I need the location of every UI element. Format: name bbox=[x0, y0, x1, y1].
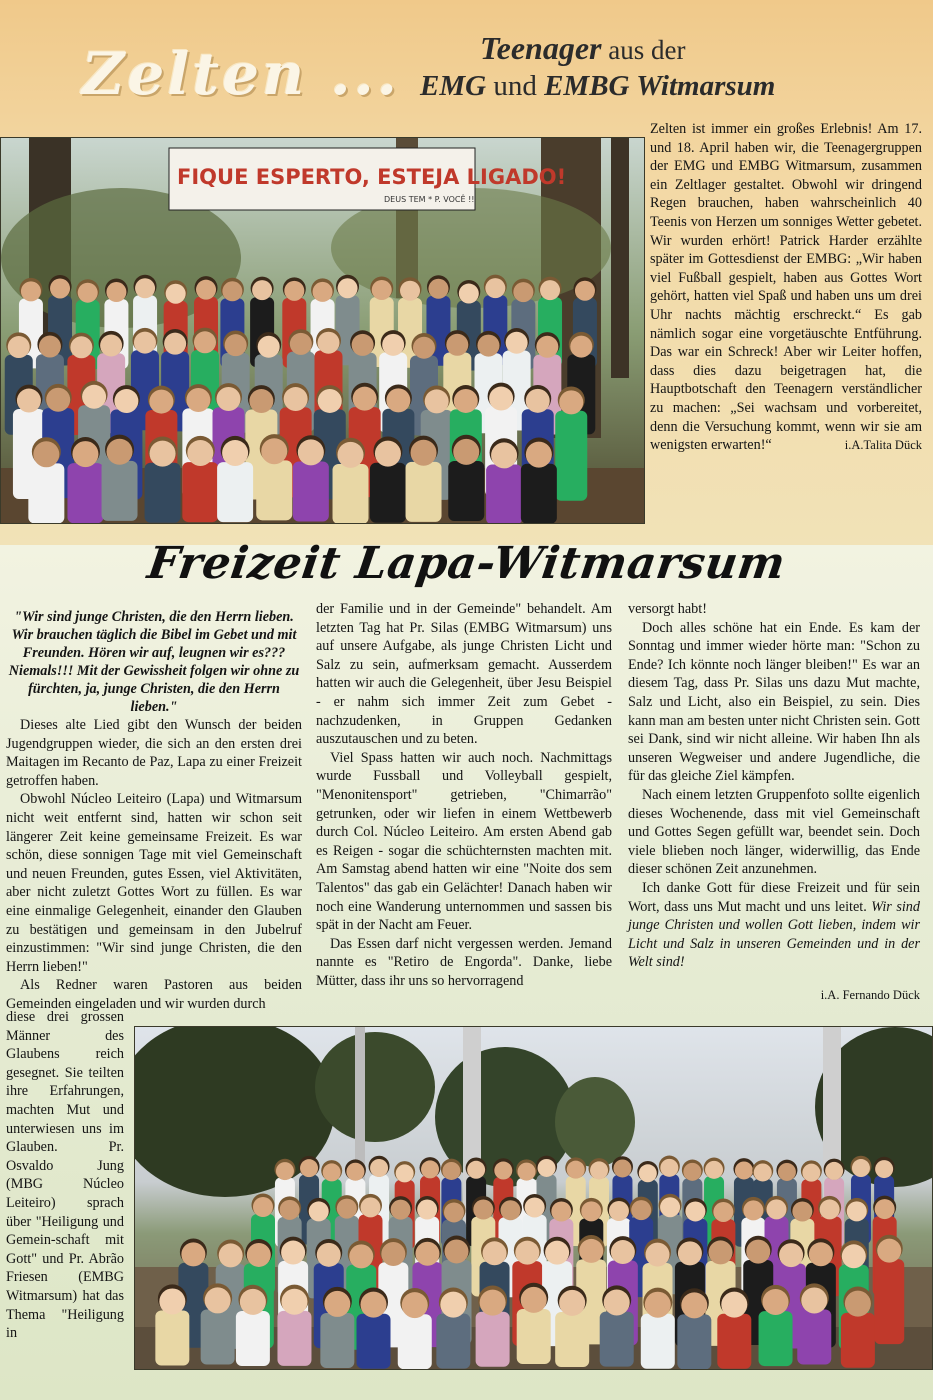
paragraph: Ich danke Gott für diese Freizeit und für sein Wort, dass uns Mut macht und uns leitet. Wir sind junge Christen und wollen Gott lieben, indem wir Licht und Salz in unseren Gemeinden und in der Welt sind! bbox=[628, 879, 920, 971]
person-figure bbox=[333, 464, 369, 524]
person-face bbox=[261, 438, 287, 464]
person-face bbox=[400, 281, 420, 301]
person-face bbox=[309, 1201, 329, 1221]
person-face bbox=[247, 1243, 271, 1267]
person-figure bbox=[155, 1311, 189, 1366]
person-face bbox=[792, 1201, 812, 1221]
person-face bbox=[518, 1163, 536, 1181]
person-face bbox=[820, 1199, 840, 1219]
person-face bbox=[631, 1200, 651, 1220]
person-face bbox=[317, 332, 339, 354]
person-face bbox=[135, 278, 155, 298]
person-figure bbox=[677, 1314, 711, 1369]
person-face bbox=[70, 336, 92, 358]
person-face bbox=[21, 281, 41, 301]
person-face bbox=[480, 1290, 506, 1316]
person-face bbox=[875, 1199, 895, 1219]
person-face bbox=[485, 278, 505, 298]
person-face bbox=[444, 1202, 464, 1222]
person-face bbox=[222, 440, 248, 466]
person-figure bbox=[486, 465, 522, 524]
person-face bbox=[660, 1159, 678, 1177]
person-figure bbox=[874, 1259, 904, 1344]
person-face bbox=[645, 1292, 671, 1318]
embg-witmarsum-text: EMBG Witmarsum bbox=[544, 70, 776, 102]
paragraph: Viel Spass hatten wir auch noch. Nachmittags wurde Fussball und Volleyball gespielt, "Menonitensport" getrieben, "Chimarrão" getrunken, oder wir liefen in einem Wettbewerb durch Col. Núcleo Leiteiro. Am ersten Abend gab es Reigen - sogar die schüchternsten machten mit. Am Samstag abend hatten wir eine "Noite dos sem Talentos" das gab ein Gelächter! Danach haben wir noch eine Wanderung unternommen und sassen bis spät in der Nacht am Feuer. bbox=[316, 749, 612, 934]
person-face bbox=[114, 389, 138, 413]
person-face bbox=[381, 1242, 405, 1266]
person-face bbox=[323, 1163, 341, 1181]
person-figure bbox=[436, 1314, 470, 1369]
person-face bbox=[346, 1163, 364, 1181]
person-figure bbox=[841, 1313, 875, 1368]
person-face bbox=[100, 335, 122, 357]
person-face bbox=[709, 1240, 733, 1264]
person-face bbox=[349, 1244, 373, 1268]
person-face bbox=[705, 1161, 723, 1179]
person-face bbox=[639, 1164, 657, 1182]
person-face bbox=[78, 283, 98, 303]
person-face bbox=[852, 1159, 870, 1177]
person-face bbox=[825, 1162, 843, 1180]
person-face bbox=[298, 439, 324, 465]
person-face bbox=[402, 1292, 428, 1318]
zelten-signature: i.A.Talita Dück bbox=[844, 438, 922, 453]
person-face bbox=[166, 284, 186, 304]
person-face bbox=[187, 440, 213, 466]
person-figure bbox=[217, 462, 253, 522]
person-face bbox=[8, 336, 30, 358]
person-face bbox=[538, 1159, 556, 1177]
person-face bbox=[276, 1162, 294, 1180]
person-face bbox=[425, 389, 449, 413]
person-face bbox=[685, 1201, 705, 1221]
person-figure bbox=[201, 1310, 235, 1365]
person-face bbox=[249, 389, 273, 413]
paragraph: Doch alles schöne hat ein Ende. Es kam der Sonntag und immer wieder hörte man: "Schon zu Ende? Ich könnte noch länger bleiben!" Es war an diesem Tag, dass Pr. Silas uns dazu Mut machte, Salz und Licht, also ein Beispiel, zu sein. Dies kann man am besten unter nicht Christen sein. Gott sei Dank, sind wir nicht alleine. Wir haben Ihn als unseren Wegweiser und andere Jugendliche, die für das gleiche Ziel kämpfen. bbox=[628, 619, 920, 785]
und-text: und bbox=[486, 70, 545, 102]
person-figure bbox=[759, 1311, 793, 1366]
person-face bbox=[375, 441, 401, 467]
person-figure bbox=[476, 1312, 510, 1367]
person-face bbox=[660, 1197, 680, 1217]
person-face bbox=[590, 1161, 608, 1179]
closing-statement: Wir sind junge Christen und wollen Gott lieben, indem wir Licht und Salz in unseren Gemeinden und in der Welt sind! bbox=[628, 898, 920, 971]
paragraph: Als Redner waren Pastoren aus beiden Gemeinden eingeladen und wir wurden durch bbox=[6, 977, 302, 1012]
freizeit-column-1-continued bbox=[6, 1008, 124, 1343]
person-face bbox=[570, 336, 592, 358]
person-figure bbox=[293, 461, 329, 521]
person-face bbox=[847, 1201, 867, 1221]
person-face bbox=[281, 1241, 305, 1265]
person-face bbox=[845, 1291, 871, 1317]
photo-banner-text: FIQUE ESPERTO, ESTEJA LIGADO! bbox=[177, 165, 567, 189]
person-face bbox=[396, 1164, 414, 1182]
person-face bbox=[575, 281, 595, 301]
freizeit-title: Freizeit Lapa-Witmarsum bbox=[144, 538, 789, 589]
person-face bbox=[545, 1241, 569, 1265]
zelten-article bbox=[650, 120, 922, 455]
person-face bbox=[875, 1160, 893, 1178]
person-face bbox=[421, 1160, 439, 1178]
person-face bbox=[540, 280, 560, 300]
person-face bbox=[494, 1162, 512, 1180]
person-face bbox=[338, 442, 364, 468]
person-face bbox=[252, 280, 272, 300]
person-face bbox=[205, 1287, 231, 1313]
person-face bbox=[604, 1289, 630, 1315]
person-face bbox=[290, 333, 312, 355]
person-face bbox=[454, 389, 478, 413]
person-face bbox=[222, 281, 242, 301]
person-face bbox=[411, 440, 437, 466]
person-face bbox=[613, 1159, 631, 1177]
person-face bbox=[382, 334, 404, 356]
person-face bbox=[515, 1241, 539, 1265]
person-face bbox=[500, 1200, 520, 1220]
person-face bbox=[107, 439, 133, 465]
person-face bbox=[683, 1163, 701, 1181]
paragraph: Obwohl Núcleo Leiteiro (Lapa) und Witmarsum nicht weit entfernt sind, hatten wir schon seit längerer Zeit keine gemeinsame Freizeit. Es war schön, diese sonnigen Tage mit viel Gemeinschaft und neuen Freunden, gutes Essen, viel Aktivitäten, aber nicht zuletzt Gottes Wort zu füllen. Es war eine einmalige Gelegenheit, einander den Glauben zu bestätigen und gemeinsam in den Jubelruf einzustimmen: "Wir sind junge Christen, die den Herrn lieben!" bbox=[6, 791, 302, 975]
person-face bbox=[551, 1202, 571, 1222]
person-face bbox=[526, 442, 552, 468]
person-face bbox=[186, 388, 210, 412]
person-figure bbox=[236, 1311, 270, 1366]
person-figure bbox=[102, 461, 138, 521]
person-face bbox=[317, 1243, 341, 1267]
paragraph: der Familie und in der Gemeinde" behandelt. Am letzten Tag hat Pr. Silas (EMBG Witmarsum) uns auf unsere Aufgabe, als junge Christen Licht und Salz zu sein, aufmerksam gemacht. Ausserdem hatten wir auch die Gelegenheit, über Jesu Beispiel - er nahm sich immer Zeit zum Gebet - nachzudenken, in Gruppen Gedanken auszutauschen und zu beten. bbox=[316, 601, 612, 748]
person-face bbox=[106, 282, 126, 302]
person-face bbox=[743, 1200, 763, 1220]
person-face bbox=[842, 1244, 866, 1268]
person-face bbox=[440, 1292, 466, 1318]
freizeit-signature: i.A. Fernando Dück bbox=[820, 987, 920, 1002]
paragraph: diese drei grossen Männer des Glaubens reich gesegnet. Sie teilten ihre Erfahrungen, machten Mut und unterwiesen uns im Glauben. Pr. Osvaldo Jung (MBG Núcleo Leiteiro) sprach über "Heiligung und Gemein-schaft mit Gott" und Pr. Abrão Friesen (EMBG Witmarsum) hat das Thema "Heiligung in bbox=[6, 1009, 124, 1342]
person-face bbox=[150, 441, 176, 467]
person-face bbox=[611, 1240, 635, 1264]
person-face bbox=[713, 1202, 733, 1222]
person-face bbox=[300, 1159, 318, 1177]
person-face bbox=[415, 1242, 439, 1266]
teenager-heading-line2 bbox=[420, 70, 775, 103]
person-face bbox=[467, 1161, 485, 1179]
emg-text: EMG bbox=[420, 70, 487, 102]
person-face bbox=[281, 1289, 307, 1315]
person-face bbox=[763, 1289, 789, 1315]
person-face bbox=[253, 1197, 273, 1217]
person-face bbox=[159, 1288, 185, 1314]
person-figure bbox=[555, 411, 587, 501]
person-face bbox=[338, 278, 358, 298]
person-face bbox=[225, 334, 247, 356]
person-face bbox=[284, 281, 304, 301]
person-face bbox=[453, 439, 479, 465]
person-face bbox=[646, 1243, 670, 1267]
paragraph: Dieses alte Lied gibt den Wunsch der beiden Jugendgruppen wieder, die sich an den ersten drei Maitagen im Recanto de Paz, Lapa zu einer Freizeit getroffen haben. bbox=[6, 717, 302, 789]
person-figure bbox=[717, 1314, 751, 1369]
person-face bbox=[391, 1200, 411, 1220]
paragraph: Das Essen darf nicht vergessen werden. Jemand nannte es "Retiro de Engorda". Danke, liebe Mütter, dass ihr uns so hervorragend bbox=[316, 935, 612, 989]
person-face bbox=[219, 1243, 243, 1267]
aus-der-text: aus der bbox=[601, 35, 686, 65]
person-face bbox=[82, 385, 106, 409]
person-face bbox=[442, 1162, 460, 1180]
person-figure bbox=[182, 462, 218, 522]
person-face bbox=[754, 1163, 772, 1181]
zelten-heading: Zelten ... bbox=[82, 40, 400, 108]
person-face bbox=[386, 388, 410, 412]
person-face bbox=[134, 332, 156, 354]
person-face bbox=[525, 1197, 545, 1217]
paragraph: versorgt habt! bbox=[628, 601, 707, 617]
person-face bbox=[39, 336, 61, 358]
person-face bbox=[240, 1289, 266, 1315]
person-face bbox=[877, 1239, 901, 1263]
person-face bbox=[779, 1243, 803, 1267]
person-face bbox=[559, 390, 583, 414]
person-face bbox=[483, 1241, 507, 1265]
person-face bbox=[164, 333, 186, 355]
person-face bbox=[318, 389, 342, 413]
freizeit-column-3 bbox=[628, 600, 920, 1004]
person-figure bbox=[370, 463, 406, 523]
person-face bbox=[506, 332, 528, 354]
person-figure bbox=[28, 463, 64, 523]
person-face bbox=[767, 1199, 787, 1219]
person-face bbox=[801, 1287, 827, 1313]
person-face bbox=[46, 388, 70, 412]
person-figure bbox=[320, 1313, 354, 1368]
person-face bbox=[567, 1161, 585, 1179]
person-figure bbox=[448, 461, 484, 521]
zelten-article-text: Zelten ist immer ein großes Erlebnis! Am 17. und 18. April haben wir, die Teenagergruppen der EMG und EMBG Witmarsum, zusammen ein Zeltlager gestaltet. Obwohl wir dringend Regen brauchen, haben wahrscheinlich 40 Teenis von Herzen um sonniges Wetter gebetet. Wir wurden erhört! Patrick Harder erzählte später im Gottesdienst der EMBG: „Wir haben viel Fußball gespielt, haben aus Gottes Wort gehört, hatten viel Spaß und haben uns um drei Uhr nachts mächtig erschreckt.“ Es gab nämlich sogar eine vorgetäuschte Entführung. Das war ein Schreck! Aber wir Leiter hoffen, dass dies dazu beigetragen hat, die Hauptbotschaft den Teenagern verständlicher zu machen: „Sei wachsam und vorbereitet, denn die Versuchung kommt, wenn wir sie am wenigsten erwarten!“ i.A.Talita Dück bbox=[650, 121, 922, 454]
person-figure bbox=[67, 463, 103, 523]
person-face bbox=[217, 387, 241, 411]
person-figure bbox=[600, 1312, 634, 1367]
person-face bbox=[802, 1164, 820, 1182]
teenager-heading-line1 bbox=[480, 30, 685, 67]
person-face bbox=[491, 442, 517, 468]
person-face bbox=[746, 1240, 770, 1264]
person-face bbox=[559, 1290, 585, 1316]
person-face bbox=[446, 334, 468, 356]
person-face bbox=[428, 279, 448, 299]
person-face bbox=[33, 441, 59, 467]
person-face bbox=[536, 336, 558, 358]
photo-banner-subtext: DEUS TEM * P. VOCÊ !! bbox=[384, 195, 475, 204]
person-face bbox=[361, 1292, 387, 1318]
person-figure bbox=[398, 1314, 432, 1369]
person-face bbox=[445, 1239, 469, 1263]
person-face bbox=[149, 390, 173, 414]
person-figure bbox=[555, 1312, 589, 1367]
person-face bbox=[579, 1239, 603, 1263]
teen-camp-group-photo bbox=[0, 137, 645, 524]
person-face bbox=[258, 336, 280, 358]
person-face bbox=[477, 335, 499, 357]
person-figure bbox=[797, 1310, 831, 1365]
person-face bbox=[609, 1201, 629, 1221]
person-face bbox=[196, 280, 216, 300]
person-face bbox=[526, 389, 550, 413]
person-face bbox=[370, 1159, 388, 1177]
paragraph: Nach einem letzten Gruppenfoto sollte eigenlich dieses Wochenende, dass mit viel Gemeinschaft und Gottes Segen gefüllt war, beendet sein. Doch viele blieben noch länger, widerwillig, das Ende dieser schönen Zeit anzunehmen. bbox=[628, 786, 920, 878]
person-figure bbox=[256, 460, 292, 520]
person-face bbox=[324, 1291, 350, 1317]
person-face bbox=[360, 1197, 380, 1217]
person-face bbox=[581, 1201, 601, 1221]
person-face bbox=[678, 1241, 702, 1265]
person-figure bbox=[357, 1314, 391, 1369]
person-face bbox=[809, 1242, 833, 1266]
person-figure bbox=[145, 463, 181, 523]
person-face bbox=[473, 1199, 493, 1219]
person-face bbox=[513, 282, 533, 302]
person-face bbox=[735, 1161, 753, 1179]
person-face bbox=[413, 337, 435, 359]
teenager-word: Teenager bbox=[480, 30, 602, 66]
person-face bbox=[352, 334, 374, 356]
person-figure bbox=[277, 1311, 311, 1366]
person-face bbox=[313, 282, 333, 302]
person-figure bbox=[517, 1309, 551, 1364]
person-figure bbox=[406, 462, 442, 522]
person-face bbox=[353, 387, 377, 411]
person-face bbox=[194, 331, 216, 353]
person-face bbox=[417, 1200, 437, 1220]
person-face bbox=[72, 441, 98, 467]
person-figure bbox=[521, 464, 557, 524]
person-face bbox=[372, 280, 392, 300]
person-face bbox=[778, 1163, 796, 1181]
person-face bbox=[50, 278, 70, 298]
person-face bbox=[459, 284, 479, 304]
person-face bbox=[681, 1292, 707, 1318]
person-figure bbox=[641, 1314, 675, 1369]
person-face bbox=[521, 1287, 547, 1313]
person-face bbox=[181, 1242, 205, 1266]
person-face bbox=[489, 387, 513, 411]
freizeit-column-2 bbox=[316, 600, 612, 990]
person-face bbox=[17, 389, 41, 413]
person-face bbox=[280, 1200, 300, 1220]
person-face bbox=[284, 387, 308, 411]
person-face bbox=[337, 1199, 357, 1219]
song-quote: "Wir sind junge Christen, die den Herrn lieben. Wir brauchen täglich die Bibel im Gebet und mit Freunden. Hören wir auf, leugnen wir es??? Niemals!!! Mit der Gewissheit folgen wir ohne zu fürchten, ja, junge Christen, die den Herrn lieben." bbox=[8, 609, 300, 715]
person-face bbox=[721, 1292, 747, 1318]
youth-retreat-group-photo bbox=[134, 1026, 933, 1370]
freizeit-column-1 bbox=[6, 608, 302, 1014]
